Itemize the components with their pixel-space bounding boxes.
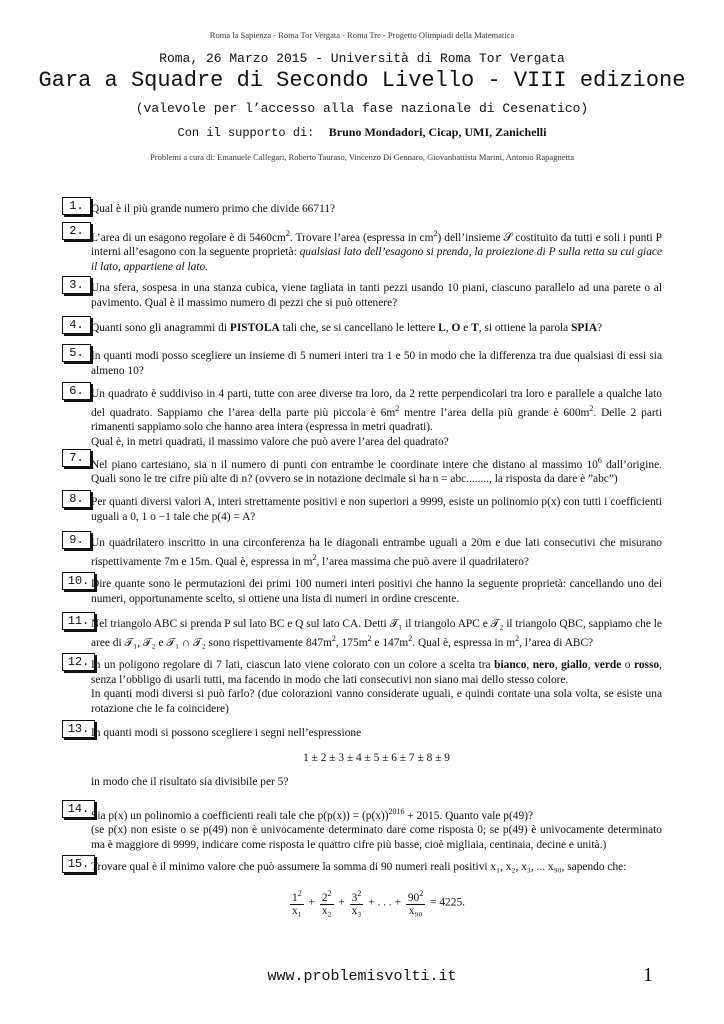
text-part: + 2015. Quanto vale p(49)? bbox=[404, 809, 534, 822]
problem-text: Dire quante sono le permutazioni dei primi 100 numeri interi positivi che hanno la seguente proprietà: cancellando uno dei numeri, opportunamente scelto, si ottiene una lista di numeri in ordine crescente. bbox=[91, 578, 662, 605]
bold-letter: O bbox=[451, 322, 461, 334]
problem-number: 12. bbox=[62, 653, 95, 671]
text-part: dall’origine. Quali sono le tre cifre più alte di n? (ovvero se in notazione decimale si ha n = abc........, la risposta da dare è ”abc”) bbox=[91, 458, 662, 486]
problem-text: Un quadrilatero inscritto in una circonferenza ha le diagonali entrambe uguali a 20m e due lati consecutivi che misurano rispettivamente 7m e 15m. Qual è, espressa in $m^2$, l’area massima che può avere il quadrilatero? bbox=[91, 537, 662, 568]
bold-color: rosso bbox=[634, 659, 660, 671]
text-part: ? bbox=[597, 322, 603, 334]
bold-word: SPIA bbox=[571, 322, 598, 334]
footer-url[interactable]: www.problemisvolti.it bbox=[267, 968, 457, 985]
text-part: in modo che il risultato sia divisibile per 5? bbox=[91, 776, 289, 789]
problem-number: 7. bbox=[62, 449, 91, 467]
support-line bbox=[0, 125, 724, 140]
bold-letter: L bbox=[438, 322, 446, 334]
problem-text bbox=[91, 805, 662, 853]
text-part: , 175m bbox=[335, 636, 368, 649]
bold-color: giallo bbox=[561, 659, 588, 671]
text-part: In un poligono regolare di 7 lati, ciascun lato viene colorato con un colore a scelta tra bbox=[91, 659, 495, 671]
problem-text: Nel piano cartesiano, sia n il numero di punti con entrambe le coordinate intere che distano al massimo $10^6$ dall’origine. Quali sono le tre cifre più alte di n? (ovvero se in notazione decimale si ha n = abc........, la risposta da dare è ”abc”) bbox=[91, 456, 662, 486]
text-part: Quanti sono gli anagrammi di bbox=[91, 322, 230, 334]
problem-number: 9. bbox=[62, 531, 91, 549]
problem-text bbox=[91, 658, 662, 716]
text-part: Sia p(x) un polinomio a coefficienti reali tale che p(p(x)) = (p(x)) bbox=[91, 809, 389, 822]
text-part: Un quadrilatero inscritto in una circonferenza ha le diagonali entrambe uguali a 20m e due lati consecutivi che misurano rispettivamente 7m e 15m. Qual è, espressa in m bbox=[91, 537, 662, 568]
problem-text: Per quanti diversi valori A, interi strettamente positivi e non superiori a 9999, esiste un polinomio p(x) con tutti i coefficienti uguali a 0, 1 o −1 tale che p(4) = A? bbox=[91, 496, 662, 523]
problem-number: 8. bbox=[62, 490, 91, 508]
text-part: o bbox=[621, 659, 635, 671]
problem-text bbox=[91, 860, 662, 928]
text-part: mentre l’area della più grande è 600m bbox=[399, 406, 590, 419]
text-part: Qual è, in metri quadrati, il massimo valore che può avere l’area del quadrato? bbox=[91, 435, 449, 448]
text-part: , l’area di ABC? bbox=[519, 636, 594, 649]
text-part: tali che, se si cancellano le lettere bbox=[279, 322, 439, 334]
text-part: , bbox=[445, 322, 452, 334]
fraction: $\frac{90^2}{\text{x₉₀}}$ bbox=[407, 888, 424, 918]
text-part: , bbox=[554, 659, 562, 671]
problem-number: 15. bbox=[62, 855, 95, 873]
bold-letter: T bbox=[471, 322, 479, 334]
sponsors-line: Roma la Sapienza - Roma Tor Vergata - Roma Tre - Progetto Olimpiadi della Matematica bbox=[209, 30, 515, 40]
problem-text: Una sfera, sospesa in una stanza cubica, viene tagliata in tanti pezzi usando 10 piani, ciascuno parallelo ad una parete o al pavimento. Qual è il massimo numero di pezzi che si può ottenere? bbox=[91, 282, 662, 309]
problem-number: 14. bbox=[62, 800, 95, 818]
support-prefix: Con il supporto di: bbox=[177, 126, 315, 140]
fraction: $\frac{2^2}{\text{x₂}}$ bbox=[321, 888, 332, 918]
text-part: e bbox=[460, 322, 472, 334]
page-number: 1 bbox=[643, 964, 653, 986]
problem-text: Nel triangolo ABC si prenda P sul lato BC e Q sul lato CA. Detti 𝒯₁ il triangolo APC e 𝒯₂ il triangolo QBC, sappiamo che le aree di 𝒯₁, 𝒯₂ e 𝒯₁ ∩ 𝒯₂ sono rispettivamente $847m^2$, $175m^2$ e $147m^2$. Qual è, espressa in $m^2$, l’area di ABC? bbox=[91, 618, 662, 649]
text-italic: qualsiasi lato dell’esagono si prenda, la proiezione di P sulla retta su cui giace il lato, appartiene al lato. bbox=[91, 246, 662, 273]
problem-number: 3. bbox=[62, 276, 91, 294]
problem-text: In quanti modi posso scegliere un insieme di 5 numeri interi tra 1 e 50 in modo che la differenza tra due qualsiasi di essi sia almeno 10? bbox=[91, 350, 662, 377]
bold-color: verde bbox=[594, 659, 622, 671]
math-sum: $\frac{1^2}{\text{x₁}}$ + $\frac{2^2}{\text{x₂}}$ + $\frac{3^2}{\text{x₃}}$ + . . . + $\frac{90^2}{\text{x₉₀}}$ = 4225. bbox=[292, 888, 465, 918]
problem-text: L’area di un esagono regolare è di $5460cm^2$. Trovare l’area (espressa in $cm^2$) dell’insieme 𝒮 costituito da tutti e soli i punti P interni all’esagono con la seguente proprietà: qualsiasi lato dell’esagono si prenda, la proiezione di P sulla retta su cui giace il lato, appartiene al lato. bbox=[91, 229, 662, 273]
text-part: . Qual è, espressa in m bbox=[412, 636, 516, 649]
text-part: Nel piano cartesiano, sia n il numero di punti con entrambe le coordinate intere che distano al massimo 10 bbox=[91, 458, 598, 471]
fraction: $\frac{3^2}{\text{x₃}}$ bbox=[351, 888, 362, 918]
problem-number: 11. bbox=[62, 612, 95, 630]
problem-number: 4. bbox=[62, 316, 91, 334]
text-part: ) dell’insieme 𝒮 costituito da tutti e soli i punti P interni all’esagono con la seguente proprietà: bbox=[91, 231, 662, 259]
text-part: , senza l’obbligo di usarli tutti, ma facendo in modo che lati consecutivi non siano mai dello stesso colore. bbox=[91, 659, 662, 686]
problem-number: 10. bbox=[62, 572, 95, 590]
text-part: , bbox=[526, 659, 533, 671]
problem-number: 13. bbox=[62, 720, 95, 738]
text-part: , si ottiene la parola bbox=[478, 322, 572, 334]
text-part: In quanti modi diversi si può farlo? (due colorazioni vanno considerate uguali, e quindi contate una sola volta, se esiste una rotazione che le fa coincidere) bbox=[91, 688, 662, 715]
subtitle: (valevole per l’accesso alla fase nazionale di Cesenatico) bbox=[135, 101, 589, 116]
date-line: Roma, 26 Marzo 2015 - Università di Roma Tor Vergata bbox=[159, 51, 565, 66]
fraction: $\frac{1^2}{\text{x₁}}$ bbox=[292, 888, 302, 918]
problem-number: 1. bbox=[62, 197, 91, 215]
problem-number: 6. bbox=[62, 382, 91, 400]
problem-text: Un quadrato è suddiviso in 4 parti, tutte con aree diverse tra loro, da 2 rette perpendicolari tra loro e parallele a qualche lato del quadrato. Sappiamo che l’area della parte più piccola è $6m^2$ mentre l’area della più grande è $600m^2$. Delle 2 parti rimanenti sappiamo solo che hanno area intera (espressa in metri quadrati). Qual è, in metri quadrati, il massimo valore che può avere l’area del quadrato? bbox=[91, 388, 662, 448]
problem-number: 2. bbox=[62, 222, 91, 240]
bold-word: PISTOLA bbox=[229, 322, 280, 334]
text-part: , l’area massima che può avere il quadrilatero? bbox=[316, 555, 529, 568]
text-part: . Delle 2 parti rimanenti sappiamo solo che hanno area intera (espressa in metri quadrati). bbox=[91, 406, 662, 433]
page-title: Gara a Squadre di Secondo Livello - VIII edizione bbox=[38, 68, 686, 93]
bold-color: bianco bbox=[494, 659, 527, 671]
bold-color: nero bbox=[532, 659, 555, 671]
exponent: 2016 bbox=[388, 807, 405, 816]
text-part: Un quadrato è suddiviso in 4 parti, tutte con aree diverse tra loro, da 2 rette perpendicolari tra loro e parallele a qualche lato del quadrato. Sappiamo che l’area della parte più piccola è 6m bbox=[91, 388, 662, 419]
text-part: Trovare qual è il minimo valore che può assumere la somma di 90 numeri reali positivi x₁, x₂, x₃, ... x₉₀, sapendo che: bbox=[91, 861, 627, 873]
text-part: , bbox=[587, 659, 595, 671]
text-part: (se p(x) non esiste o se p(49) non è univocamente determinato dare come risposta 0; se p(49) è univocamente determinato ma è maggiore di 9999, indicare come risposta le quattro cifre più basse, cioè migliaia, centinaia, decine e unità.) bbox=[91, 824, 662, 851]
problem-number: 5. bbox=[62, 344, 91, 362]
problem-text: Qual è il più grande numero primo che divide 66711? bbox=[91, 203, 336, 215]
problem-text bbox=[91, 321, 662, 336]
curators-line: Problemi a cura di: Emanuele Callegari, Roberto Tauraso, Vincenzo Di Gennaro, Giovanbattista Marini, Antonio Rapagnetta bbox=[150, 152, 574, 162]
text-part: L’area di un esagono regolare è di 5460cm bbox=[91, 231, 286, 244]
problem-text bbox=[91, 726, 662, 790]
text-part: Nel triangolo ABC si prenda P sul lato BC e Q sul lato CA. Detti 𝒯₁ il triangolo APC e 𝒯₂ il triangolo QBC, sappiamo che le aree di 𝒯₁, 𝒯₂ e 𝒯₁ ∩ 𝒯₂ sono rispettivamente 847m bbox=[91, 618, 662, 649]
text-part: In quanti modi si possono scegliere i segni nell’espressione bbox=[91, 727, 362, 739]
math-expression: 1 ± 2 ± 3 ± 4 ± 5 ± 6 ± 7 ± 8 ± 9 bbox=[303, 751, 450, 764]
text-part: . Trovare l’area (espressa in cm bbox=[289, 231, 434, 244]
text-part: e 147m bbox=[371, 636, 409, 649]
support-names: Bruno Mondadori, Cicap, UMI, Zanichelli bbox=[328, 125, 547, 139]
